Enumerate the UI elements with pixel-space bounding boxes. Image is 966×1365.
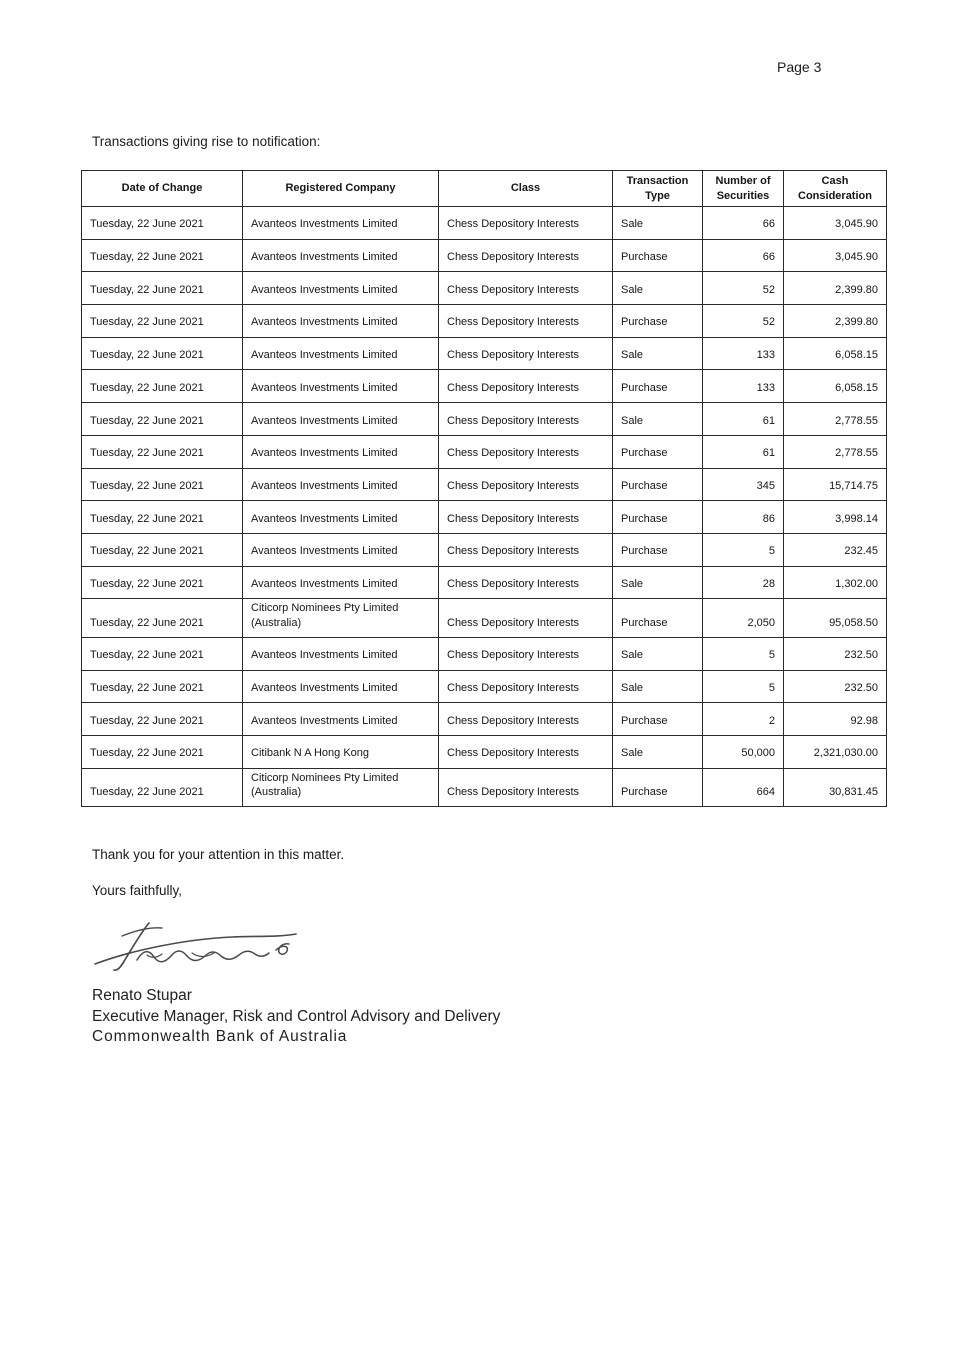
cell-cash-consideration: 92.98 (784, 703, 887, 736)
cell-date: Tuesday, 22 June 2021 (82, 566, 243, 599)
cell-registered-company: Avanteos Investments Limited (243, 239, 439, 272)
cell-cash-consideration: 232.45 (784, 533, 887, 566)
header-cash-consideration: Cash Consideration (784, 171, 887, 207)
cell-registered-company: Avanteos Investments Limited (243, 207, 439, 240)
cell-class: Chess Depository Interests (439, 435, 613, 468)
cell-transaction-type: Purchase (613, 501, 703, 534)
cell-transaction-type: Sale (613, 670, 703, 703)
signatory-company: Commonwealth Bank of Australia (92, 1028, 348, 1045)
cell-class: Chess Depository Interests (439, 599, 613, 638)
cell-registered-company: Avanteos Investments Limited (243, 566, 439, 599)
cell-class: Chess Depository Interests (439, 337, 613, 370)
closing-thanks: Thank you for your attention in this matter. (92, 847, 345, 862)
cell-date: Tuesday, 22 June 2021 (82, 435, 243, 468)
cell-number-of-securities: 52 (703, 305, 784, 338)
cell-date: Tuesday, 22 June 2021 (82, 207, 243, 240)
cell-date: Tuesday, 22 June 2021 (82, 239, 243, 272)
table-row (82, 370, 887, 403)
cell-number-of-securities: 5 (703, 533, 784, 566)
cell-number-of-securities: 86 (703, 501, 784, 534)
cell-cash-consideration: 2,321,030.00 (784, 735, 887, 768)
cell-number-of-securities: 2 (703, 703, 784, 736)
signatory-name: Renato Stupar (92, 987, 192, 1004)
cell-registered-company: Avanteos Investments Limited (243, 370, 439, 403)
cell-registered-company: Citicorp Nominees Pty Limited (Australia) (243, 768, 439, 807)
cell-date: Tuesday, 22 June 2021 (82, 305, 243, 338)
header-number-of-securities: Number of Securities (703, 171, 784, 207)
cell-number-of-securities: 345 (703, 468, 784, 501)
cell-cash-consideration: 1,302.00 (784, 566, 887, 599)
page-number: Page 3 (777, 59, 822, 75)
cell-transaction-type: Sale (613, 207, 703, 240)
cell-date: Tuesday, 22 June 2021 (82, 637, 243, 670)
cell-date: Tuesday, 22 June 2021 (82, 468, 243, 501)
cell-number-of-securities: 50,000 (703, 735, 784, 768)
table-row (82, 599, 887, 638)
cell-number-of-securities: 66 (703, 239, 784, 272)
cell-class: Chess Depository Interests (439, 703, 613, 736)
cell-transaction-type: Purchase (613, 305, 703, 338)
signature (92, 912, 302, 977)
cell-registered-company: Avanteos Investments Limited (243, 501, 439, 534)
table-row (82, 207, 887, 240)
cell-date: Tuesday, 22 June 2021 (82, 272, 243, 305)
cell-cash-consideration: 95,058.50 (784, 599, 887, 638)
table-row (82, 272, 887, 305)
cell-class: Chess Depository Interests (439, 370, 613, 403)
cell-class: Chess Depository Interests (439, 768, 613, 807)
table-row (82, 468, 887, 501)
cell-number-of-securities: 5 (703, 670, 784, 703)
cell-transaction-type: Purchase (613, 599, 703, 638)
cell-transaction-type: Sale (613, 735, 703, 768)
header-class: Class (439, 171, 613, 207)
handwritten-signature-icon (92, 912, 302, 977)
cell-class: Chess Depository Interests (439, 239, 613, 272)
cell-class: Chess Depository Interests (439, 637, 613, 670)
cell-transaction-type: Purchase (613, 370, 703, 403)
cell-class: Chess Depository Interests (439, 670, 613, 703)
cell-number-of-securities: 2,050 (703, 599, 784, 638)
cell-number-of-securities: 133 (703, 337, 784, 370)
cell-date: Tuesday, 22 June 2021 (82, 703, 243, 736)
cell-registered-company: Citibank N A Hong Kong (243, 735, 439, 768)
cell-number-of-securities: 61 (703, 403, 784, 436)
table-row (82, 637, 887, 670)
cell-class: Chess Depository Interests (439, 735, 613, 768)
cell-cash-consideration: 6,058.15 (784, 337, 887, 370)
table-row (82, 735, 887, 768)
cell-cash-consideration: 3,045.90 (784, 239, 887, 272)
cell-class: Chess Depository Interests (439, 566, 613, 599)
cell-cash-consideration: 3,998.14 (784, 501, 887, 534)
cell-cash-consideration: 30,831.45 (784, 768, 887, 807)
cell-registered-company: Avanteos Investments Limited (243, 670, 439, 703)
table-row (82, 670, 887, 703)
cell-number-of-securities: 133 (703, 370, 784, 403)
cell-transaction-type: Sale (613, 337, 703, 370)
cell-class: Chess Depository Interests (439, 468, 613, 501)
transactions-table (81, 170, 887, 807)
cell-number-of-securities: 28 (703, 566, 784, 599)
cell-registered-company: Avanteos Investments Limited (243, 435, 439, 468)
cell-number-of-securities: 5 (703, 637, 784, 670)
cell-cash-consideration: 2,399.80 (784, 272, 887, 305)
cell-cash-consideration: 2,399.80 (784, 305, 887, 338)
table-row (82, 337, 887, 370)
cell-cash-consideration: 15,714.75 (784, 468, 887, 501)
cell-number-of-securities: 52 (703, 272, 784, 305)
cell-date: Tuesday, 22 June 2021 (82, 670, 243, 703)
cell-transaction-type: Purchase (613, 703, 703, 736)
cell-registered-company: Avanteos Investments Limited (243, 703, 439, 736)
cell-transaction-type: Sale (613, 637, 703, 670)
cell-registered-company: Avanteos Investments Limited (243, 337, 439, 370)
cell-class: Chess Depository Interests (439, 501, 613, 534)
cell-registered-company: Avanteos Investments Limited (243, 403, 439, 436)
cell-transaction-type: Purchase (613, 768, 703, 807)
table-header (82, 171, 887, 207)
cell-date: Tuesday, 22 June 2021 (82, 599, 243, 638)
table-row (82, 501, 887, 534)
table-row (82, 703, 887, 736)
cell-date: Tuesday, 22 June 2021 (82, 768, 243, 807)
cell-transaction-type: Purchase (613, 468, 703, 501)
cell-registered-company: Citicorp Nominees Pty Limited (Australia) (243, 599, 439, 638)
cell-cash-consideration: 2,778.55 (784, 435, 887, 468)
cell-date: Tuesday, 22 June 2021 (82, 403, 243, 436)
table-row (82, 768, 887, 807)
cell-transaction-type: Sale (613, 403, 703, 436)
table-row (82, 305, 887, 338)
cell-class: Chess Depository Interests (439, 533, 613, 566)
section-title: Transactions giving rise to notification: (92, 134, 321, 149)
header-transaction-type: Transaction Type (613, 171, 703, 207)
cell-transaction-type: Purchase (613, 435, 703, 468)
cell-date: Tuesday, 22 June 2021 (82, 337, 243, 370)
cell-cash-consideration: 3,045.90 (784, 207, 887, 240)
cell-registered-company: Avanteos Investments Limited (243, 272, 439, 305)
cell-transaction-type: Sale (613, 272, 703, 305)
signatory-title: Executive Manager, Risk and Control Advisory and Delivery (92, 1007, 501, 1025)
cell-registered-company: Avanteos Investments Limited (243, 637, 439, 670)
header-date-of-change: Date of Change (82, 171, 243, 207)
table-row (82, 533, 887, 566)
cell-class: Chess Depository Interests (439, 403, 613, 436)
table-row (82, 239, 887, 272)
cell-number-of-securities: 664 (703, 768, 784, 807)
cell-class: Chess Depository Interests (439, 272, 613, 305)
cell-transaction-type: Sale (613, 566, 703, 599)
cell-number-of-securities: 61 (703, 435, 784, 468)
cell-registered-company: Avanteos Investments Limited (243, 305, 439, 338)
cell-transaction-type: Purchase (613, 533, 703, 566)
transactions-tbody (82, 207, 887, 807)
cell-cash-consideration: 2,778.55 (784, 403, 887, 436)
table-row (82, 403, 887, 436)
cell-number-of-securities: 66 (703, 207, 784, 240)
cell-transaction-type: Purchase (613, 239, 703, 272)
cell-cash-consideration: 232.50 (784, 670, 887, 703)
closing-salutation: Yours faithfully, (92, 883, 183, 898)
cell-registered-company: Avanteos Investments Limited (243, 533, 439, 566)
cell-cash-consideration: 6,058.15 (784, 370, 887, 403)
table-row (82, 566, 887, 599)
cell-class: Chess Depository Interests (439, 207, 613, 240)
cell-date: Tuesday, 22 June 2021 (82, 501, 243, 534)
header-registered-company: Registered Company (243, 171, 439, 207)
cell-registered-company: Avanteos Investments Limited (243, 468, 439, 501)
cell-cash-consideration: 232.50 (784, 637, 887, 670)
table-row (82, 435, 887, 468)
cell-date: Tuesday, 22 June 2021 (82, 735, 243, 768)
cell-date: Tuesday, 22 June 2021 (82, 533, 243, 566)
cell-date: Tuesday, 22 June 2021 (82, 370, 243, 403)
cell-class: Chess Depository Interests (439, 305, 613, 338)
